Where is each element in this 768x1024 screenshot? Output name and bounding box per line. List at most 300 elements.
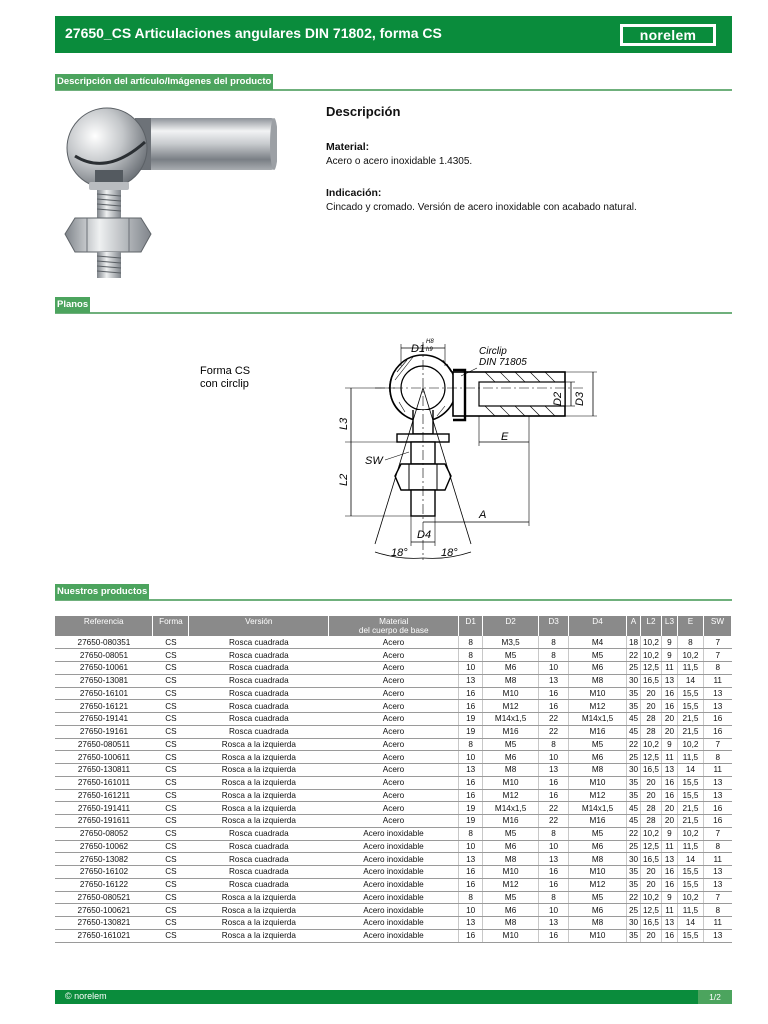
cell-l3: 20 xyxy=(661,713,677,726)
column-header-d2: D2 xyxy=(483,616,539,636)
cell-d3: 22 xyxy=(539,815,569,828)
section-plans-title: Planos xyxy=(55,297,90,313)
table-row xyxy=(55,891,732,904)
cell-e: 14 xyxy=(677,764,703,777)
cell-reference: 27650-130811 xyxy=(55,764,153,777)
norelem-logo xyxy=(620,24,716,46)
cell-form: CS xyxy=(153,687,189,700)
cell-e: 15,5 xyxy=(677,700,703,713)
cell-d4: M14x1,5 xyxy=(569,802,627,815)
cell-d3: 13 xyxy=(539,853,569,866)
cell-form: CS xyxy=(153,891,189,904)
cell-d1: 13 xyxy=(459,917,483,930)
description-block xyxy=(326,104,726,233)
cell-d3: 13 xyxy=(539,674,569,687)
cell-version: Rosca cuadrada xyxy=(189,674,329,687)
cell-material: Acero inoxidable xyxy=(329,929,459,942)
cell-d2: M16 xyxy=(483,815,539,828)
cell-form: CS xyxy=(153,866,189,879)
cell-material: Acero inoxidable xyxy=(329,891,459,904)
cell-l3: 9 xyxy=(661,827,677,840)
technical-drawing xyxy=(195,330,615,570)
cell-d4: M12 xyxy=(569,878,627,891)
table-row xyxy=(55,917,732,930)
cell-d4: M6 xyxy=(569,662,627,675)
cell-l2: 20 xyxy=(640,776,661,789)
cell-material: Acero inoxidable xyxy=(329,917,459,930)
cell-d1: 16 xyxy=(459,878,483,891)
cell-d3: 22 xyxy=(539,713,569,726)
cell-d4: M14x1,5 xyxy=(569,713,627,726)
cell-d2: M12 xyxy=(483,878,539,891)
cell-material: Acero xyxy=(329,776,459,789)
cell-e: 14 xyxy=(677,853,703,866)
cell-e: 11,5 xyxy=(677,662,703,675)
cell-e: 15,5 xyxy=(677,866,703,879)
cell-l3: 20 xyxy=(661,802,677,815)
table-body xyxy=(55,636,732,942)
cell-d4: M6 xyxy=(569,751,627,764)
cell-l2: 10,2 xyxy=(640,827,661,840)
cell-l3: 13 xyxy=(661,917,677,930)
table-row xyxy=(55,802,732,815)
cell-reference: 27650-16122 xyxy=(55,878,153,891)
cell-d1: 19 xyxy=(459,815,483,828)
column-header-d3: D3 xyxy=(539,616,569,636)
table-row xyxy=(55,751,732,764)
cell-form: CS xyxy=(153,713,189,726)
cell-sw: 8 xyxy=(703,840,731,853)
section-divider xyxy=(55,599,732,601)
cell-version: Rosca cuadrada xyxy=(189,725,329,738)
cell-material: Acero xyxy=(329,649,459,662)
cell-d3: 22 xyxy=(539,725,569,738)
cell-form: CS xyxy=(153,878,189,891)
cell-l3: 20 xyxy=(661,815,677,828)
table-row xyxy=(55,636,732,649)
cell-l3: 16 xyxy=(661,866,677,879)
cell-d1: 19 xyxy=(459,802,483,815)
cell-a: 25 xyxy=(627,751,641,764)
cell-material: Acero inoxidable xyxy=(329,904,459,917)
cell-version: Rosca cuadrada xyxy=(189,866,329,879)
cell-d1: 16 xyxy=(459,700,483,713)
table-row xyxy=(55,878,732,891)
cell-sw: 7 xyxy=(703,891,731,904)
cell-d2: M5 xyxy=(483,649,539,662)
cell-form: CS xyxy=(153,751,189,764)
cell-reference: 27650-08052 xyxy=(55,827,153,840)
cell-e: 15,5 xyxy=(677,929,703,942)
cell-d2: M5 xyxy=(483,827,539,840)
cell-a: 18 xyxy=(627,636,641,649)
cell-l3: 16 xyxy=(661,789,677,802)
cell-a: 35 xyxy=(627,929,641,942)
material-value: Acero o acero inoxidable 1.4305. xyxy=(326,156,473,167)
cell-version: Rosca cuadrada xyxy=(189,840,329,853)
cell-a: 35 xyxy=(627,789,641,802)
cell-l2: 12,5 xyxy=(640,751,661,764)
cell-d4: M8 xyxy=(569,764,627,777)
cell-d4: M8 xyxy=(569,917,627,930)
cell-d1: 10 xyxy=(459,840,483,853)
cell-reference: 27650-080351 xyxy=(55,636,153,649)
cell-e: 21,5 xyxy=(677,815,703,828)
drawing-d2-label: D2 xyxy=(552,391,564,406)
cell-l3: 16 xyxy=(661,687,677,700)
cell-d4: M8 xyxy=(569,853,627,866)
cell-form: CS xyxy=(153,904,189,917)
cell-sw: 8 xyxy=(703,662,731,675)
cell-e: 11,5 xyxy=(677,904,703,917)
cell-d4: M10 xyxy=(569,929,627,942)
cell-form: CS xyxy=(153,649,189,662)
cell-d4: M5 xyxy=(569,738,627,751)
cell-d2: M14x1,5 xyxy=(483,802,539,815)
cell-material: Acero xyxy=(329,815,459,828)
cell-d2: M10 xyxy=(483,866,539,879)
cell-e: 15,5 xyxy=(677,687,703,700)
page-footer xyxy=(55,990,732,1004)
cell-sw: 16 xyxy=(703,725,731,738)
table-row xyxy=(55,713,732,726)
cell-d1: 10 xyxy=(459,751,483,764)
cell-form: CS xyxy=(153,636,189,649)
cell-d3: 8 xyxy=(539,891,569,904)
table-row xyxy=(55,662,732,675)
page-title: 27650_CS Articulaciones angulares DIN 71802, forma CS xyxy=(65,25,442,41)
cell-sw: 13 xyxy=(703,789,731,802)
cell-d4: M4 xyxy=(569,636,627,649)
cell-e: 10,2 xyxy=(677,738,703,751)
cell-d2: M8 xyxy=(483,917,539,930)
cell-l2: 12,5 xyxy=(640,840,661,853)
drawing-d4-label: D4 xyxy=(417,529,432,541)
cell-e: 8 xyxy=(677,636,703,649)
cell-e: 11,5 xyxy=(677,751,703,764)
cell-d3: 10 xyxy=(539,840,569,853)
cell-e: 10,2 xyxy=(677,827,703,840)
cell-form: CS xyxy=(153,700,189,713)
cell-d1: 8 xyxy=(459,649,483,662)
cell-material: Acero xyxy=(329,802,459,815)
drawing-circlip-label-1: Circlip xyxy=(479,346,507,357)
cell-l2: 12,5 xyxy=(640,662,661,675)
column-header-a: A xyxy=(627,616,641,636)
cell-version: Rosca a la izquierda xyxy=(189,738,329,751)
cell-version: Rosca a la izquierda xyxy=(189,917,329,930)
cell-a: 45 xyxy=(627,725,641,738)
cell-l2: 12,5 xyxy=(640,904,661,917)
cell-d4: M5 xyxy=(569,891,627,904)
cell-l2: 20 xyxy=(640,866,661,879)
cell-e: 15,5 xyxy=(677,789,703,802)
drawing-l2-label: L2 xyxy=(338,473,350,486)
table-row xyxy=(55,649,732,662)
cell-material: Acero xyxy=(329,687,459,700)
drawing-d3-label: D3 xyxy=(574,391,586,406)
cell-sw: 13 xyxy=(703,878,731,891)
cell-a: 30 xyxy=(627,917,641,930)
indication-value: Cincado y cromado. Versión de acero inoxidable con acabado natural. xyxy=(326,202,637,213)
cell-d2: M6 xyxy=(483,751,539,764)
cell-l2: 10,2 xyxy=(640,649,661,662)
cell-d3: 16 xyxy=(539,929,569,942)
cell-material: Acero xyxy=(329,662,459,675)
cell-d1: 16 xyxy=(459,929,483,942)
cell-form: CS xyxy=(153,802,189,815)
cell-l2: 28 xyxy=(640,713,661,726)
column-header-reference: Referencia xyxy=(55,616,153,636)
cell-l2: 28 xyxy=(640,815,661,828)
cell-l3: 9 xyxy=(661,891,677,904)
cell-d3: 13 xyxy=(539,764,569,777)
drawing-a-label: A xyxy=(479,509,487,521)
cell-version: Rosca a la izquierda xyxy=(189,776,329,789)
cell-d1: 16 xyxy=(459,866,483,879)
cell-d4: M6 xyxy=(569,840,627,853)
column-header-d1: D1 xyxy=(459,616,483,636)
cell-material: Acero inoxidable xyxy=(329,853,459,866)
cell-d1: 16 xyxy=(459,776,483,789)
cell-d4: M5 xyxy=(569,827,627,840)
cell-reference: 27650-080521 xyxy=(55,891,153,904)
table-row xyxy=(55,853,732,866)
cell-sw: 13 xyxy=(703,866,731,879)
section-description-bar xyxy=(55,74,732,92)
cell-form: CS xyxy=(153,929,189,942)
table-row xyxy=(55,904,732,917)
cell-version: Rosca a la izquierda xyxy=(189,891,329,904)
page-header xyxy=(55,16,732,53)
cell-l2: 20 xyxy=(640,687,661,700)
table-row xyxy=(55,674,732,687)
cell-a: 22 xyxy=(627,738,641,751)
cell-version: Rosca a la izquierda xyxy=(189,802,329,815)
drawing-angle-left: 18° xyxy=(391,547,408,559)
column-header-sw: SW xyxy=(703,616,731,636)
drawing-d1-tol-bottom: h9 xyxy=(426,347,433,353)
cell-l3: 9 xyxy=(661,649,677,662)
cell-l2: 20 xyxy=(640,878,661,891)
cell-e: 14 xyxy=(677,674,703,687)
cell-reference: 27650-16101 xyxy=(55,687,153,700)
cell-d1: 13 xyxy=(459,853,483,866)
column-header-d4: D4 xyxy=(569,616,627,636)
column-header-l3: L3 xyxy=(661,616,677,636)
cell-version: Rosca a la izquierda xyxy=(189,751,329,764)
cell-d4: M8 xyxy=(569,674,627,687)
cell-d1: 8 xyxy=(459,891,483,904)
cell-l2: 28 xyxy=(640,802,661,815)
cell-e: 15,5 xyxy=(677,878,703,891)
cell-l2: 16,5 xyxy=(640,917,661,930)
cell-d1: 8 xyxy=(459,636,483,649)
cell-version: Rosca cuadrada xyxy=(189,649,329,662)
cell-l2: 16,5 xyxy=(640,853,661,866)
cell-d2: M8 xyxy=(483,853,539,866)
cell-form: CS xyxy=(153,776,189,789)
cell-sw: 13 xyxy=(703,700,731,713)
cell-sw: 16 xyxy=(703,802,731,815)
cell-reference: 27650-161011 xyxy=(55,776,153,789)
material-label: Material: xyxy=(326,141,370,153)
drawing-sw-label: SW xyxy=(365,455,383,467)
cell-form: CS xyxy=(153,840,189,853)
cell-d2: M8 xyxy=(483,674,539,687)
cell-form: CS xyxy=(153,853,189,866)
cell-a: 35 xyxy=(627,700,641,713)
cell-sw: 7 xyxy=(703,827,731,840)
cell-material: Acero inoxidable xyxy=(329,866,459,879)
cell-a: 25 xyxy=(627,840,641,853)
drawing-angle-right: 18° xyxy=(441,547,458,559)
cell-l2: 20 xyxy=(640,929,661,942)
cell-reference: 27650-13082 xyxy=(55,853,153,866)
column-header-l2: L2 xyxy=(640,616,661,636)
cell-a: 22 xyxy=(627,827,641,840)
cell-l3: 20 xyxy=(661,725,677,738)
cell-reference: 27650-16102 xyxy=(55,866,153,879)
cell-a: 35 xyxy=(627,866,641,879)
cell-reference: 27650-19141 xyxy=(55,713,153,726)
cell-l2: 20 xyxy=(640,700,661,713)
cell-version: Rosca a la izquierda xyxy=(189,929,329,942)
cell-d4: M16 xyxy=(569,815,627,828)
cell-sw: 7 xyxy=(703,738,731,751)
cell-d3: 13 xyxy=(539,917,569,930)
footer-copyright: © norelem xyxy=(65,991,107,1001)
cell-d3: 8 xyxy=(539,649,569,662)
cell-d2: M10 xyxy=(483,929,539,942)
cell-a: 35 xyxy=(627,776,641,789)
cell-l3: 16 xyxy=(661,929,677,942)
cell-d4: M10 xyxy=(569,776,627,789)
cell-d3: 16 xyxy=(539,687,569,700)
cell-l3: 16 xyxy=(661,878,677,891)
cell-a: 25 xyxy=(627,662,641,675)
cell-material: Acero xyxy=(329,700,459,713)
cell-version: Rosca cuadrada xyxy=(189,636,329,649)
cell-a: 35 xyxy=(627,687,641,700)
cell-d2: M10 xyxy=(483,687,539,700)
cell-l3: 16 xyxy=(661,776,677,789)
cell-l3: 9 xyxy=(661,738,677,751)
column-header-version: Versión xyxy=(189,616,329,636)
cell-a: 30 xyxy=(627,674,641,687)
cell-l3: 11 xyxy=(661,840,677,853)
cell-version: Rosca a la izquierda xyxy=(189,815,329,828)
cell-version: Rosca cuadrada xyxy=(189,827,329,840)
cell-d2: M14x1,5 xyxy=(483,713,539,726)
cell-d2: M12 xyxy=(483,700,539,713)
cell-d4: M12 xyxy=(569,700,627,713)
cell-d3: 16 xyxy=(539,878,569,891)
section-divider xyxy=(55,312,732,314)
cell-d1: 16 xyxy=(459,687,483,700)
cell-material: Acero inoxidable xyxy=(329,827,459,840)
cell-a: 45 xyxy=(627,713,641,726)
cell-l2: 16,5 xyxy=(640,764,661,777)
cell-material: Acero xyxy=(329,751,459,764)
products-table xyxy=(55,616,732,943)
cell-d3: 10 xyxy=(539,904,569,917)
cell-sw: 16 xyxy=(703,815,731,828)
cell-material: Acero xyxy=(329,789,459,802)
cell-version: Rosca cuadrada xyxy=(189,853,329,866)
cell-l3: 11 xyxy=(661,662,677,675)
cell-d4: M6 xyxy=(569,904,627,917)
cell-version: Rosca cuadrada xyxy=(189,687,329,700)
table-header-row xyxy=(55,616,732,636)
drawing-form-label-1: Forma CS xyxy=(200,365,251,377)
cell-l2: 20 xyxy=(640,789,661,802)
cell-l3: 16 xyxy=(661,700,677,713)
table-row xyxy=(55,929,732,942)
cell-reference: 27650-161021 xyxy=(55,929,153,942)
cell-sw: 13 xyxy=(703,776,731,789)
cell-material: Acero xyxy=(329,764,459,777)
cell-a: 30 xyxy=(627,853,641,866)
cell-a: 35 xyxy=(627,878,641,891)
cell-l3: 11 xyxy=(661,904,677,917)
drawing-d1-label: D1 xyxy=(411,343,426,355)
table-row xyxy=(55,827,732,840)
cell-version: Rosca cuadrada xyxy=(189,700,329,713)
cell-d2: M6 xyxy=(483,840,539,853)
cell-reference: 27650-161211 xyxy=(55,789,153,802)
cell-d2: M6 xyxy=(483,662,539,675)
cell-form: CS xyxy=(153,789,189,802)
table-row xyxy=(55,866,732,879)
cell-d2: M3,5 xyxy=(483,636,539,649)
cell-form: CS xyxy=(153,674,189,687)
cell-d4: M16 xyxy=(569,725,627,738)
cell-form: CS xyxy=(153,827,189,840)
column-header-e: E xyxy=(677,616,703,636)
cell-a: 45 xyxy=(627,802,641,815)
indication-label: Indicación: xyxy=(326,187,382,199)
cell-reference: 27650-191411 xyxy=(55,802,153,815)
cell-sw: 13 xyxy=(703,687,731,700)
cell-sw: 11 xyxy=(703,674,731,687)
cell-material: Acero xyxy=(329,738,459,751)
table-row xyxy=(55,776,732,789)
cell-material: Acero xyxy=(329,636,459,649)
section-plans-bar xyxy=(55,297,732,315)
drawing-d1-tol-top: H8 xyxy=(426,339,434,345)
cell-d3: 8 xyxy=(539,827,569,840)
cell-d4: M12 xyxy=(569,789,627,802)
cell-material: Acero xyxy=(329,674,459,687)
cell-sw: 7 xyxy=(703,636,731,649)
cell-l3: 13 xyxy=(661,674,677,687)
cell-d3: 10 xyxy=(539,662,569,675)
drawing-l3-label: L3 xyxy=(338,417,350,430)
cell-a: 30 xyxy=(627,764,641,777)
cell-reference: 27650-10062 xyxy=(55,840,153,853)
cell-form: CS xyxy=(153,725,189,738)
drawing-form-label-2: con circlip xyxy=(200,378,249,390)
cell-reference: 27650-130821 xyxy=(55,917,153,930)
cell-sw: 8 xyxy=(703,751,731,764)
cell-sw: 11 xyxy=(703,764,731,777)
cell-l3: 13 xyxy=(661,853,677,866)
cell-sw: 8 xyxy=(703,904,731,917)
cell-a: 22 xyxy=(627,891,641,904)
cell-reference: 27650-100621 xyxy=(55,904,153,917)
section-products-bar xyxy=(55,584,732,602)
